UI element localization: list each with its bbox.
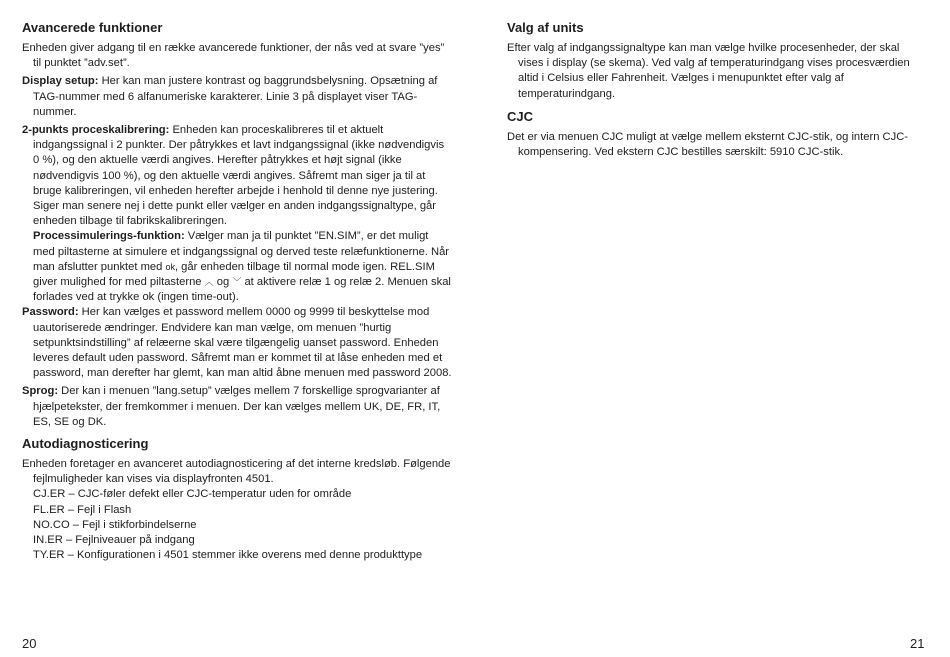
calibration-paragraph — [22, 123, 452, 229]
autodiagnostics-heading: Autodiagnosticering — [22, 436, 149, 452]
page-number-left: 20 — [22, 636, 37, 651]
cjc-heading: CJC — [507, 108, 534, 124]
simulation-label: Processimulerings-funktion: — [33, 230, 185, 243]
arrow-down-icon: ﹀ — [232, 277, 242, 288]
simulation-text-4: at aktivere relæ 1 og relæ 2. Menuen skal forlades ved at trykke ok (ingen time-out). — [33, 276, 451, 304]
display-setup-paragraph — [22, 74, 452, 120]
diagnostics-intro: Enheden foretager en avanceret autodiagnosticering af det interne kredsløb. Følgende fejlmuligheder kan vises via displayfronten 4501. — [22, 458, 451, 486]
left-page — [22, 19, 452, 564]
intro-paragraph: Enheden giver adgang til en række avancerede funktioner, der nås ved at svare ”yes” til punktet ”adv.set”. — [22, 42, 445, 70]
calibration-label: 2-punkts proceskalibrering: — [22, 124, 170, 137]
list-item: NO.CO – Fejl i stikforbindelserne — [33, 518, 197, 531]
simulation-text-2: , går enheden tilbage til normal mode igen. REL.SIM giver mulighed for med piltasterne — [33, 260, 435, 289]
units-paragraph: Efter valg af indgangssignaltype kan man vælge hvilke procesenheder, der skal vises i display (se skema). Ved valg af temperaturindgang vises procesværdien altid i Celsius eller Fahrenheit. Vælges i menupunktet efter valg af temperaturindgang. — [507, 42, 910, 100]
list-item: CJ.ER – CJC-føler defekt eller CJC-temperatur uden for område — [33, 488, 352, 501]
calibration-text: Enheden kan proceskalibreres til et aktuelt indgangssignal i 2 punkter. Der påtrykkes et lavt indgangssignal (ikke nødvendigvis 0 %), og den aktuelle værdi angives. Herefter påtrykkes et højt signal (ikke nødvendigvis 100 %), og den aktuelle værdi angives. Såfremt man siger ja til at bruge kalibreringen, vil enheden herefter arbejde i henhold til denne nye justering. Siger man senere nej i dette punkt eller vælger en anden indgangssignaltype, går enheden tilbage til fabrikskalibreringen. — [33, 124, 445, 228]
simulation-text-3: og — [213, 276, 233, 289]
list-item: IN.ER – Fejlniveauer på indgang — [33, 534, 195, 547]
display-setup-label: Display setup: — [22, 75, 99, 88]
ok-key-icon: ok — [165, 261, 175, 272]
error-list — [22, 487, 452, 563]
password-paragraph — [22, 305, 452, 381]
units-heading: Valg af units — [507, 20, 584, 35]
language-text: Der kan i menuen ”lang.setup” vælges mellem 7 forskellige sprogvarianter af hjælpetekster, der fremkommer i menuen. Der kan vælges mellem UK, DE, FR, IT, ES, SE og DK. — [33, 385, 441, 428]
right-page — [507, 19, 919, 160]
language-paragraph — [22, 384, 452, 430]
display-setup-text: Her kan man justere kontrast og baggrundsbelysning. Opsætning af TAG-nummer med 6 alfanumeriske karakterer. Linie 3 på displayet viser TAG-nummer. — [33, 75, 438, 118]
cjc-paragraph: Det er via menuen CJC muligt at vælge mellem eksternt CJC-stik, og intern CJC-kompensering. Ved ekstern CJC bestilles særskilt: 5910 CJC-stik. — [507, 130, 909, 159]
password-label: Password: — [22, 306, 79, 319]
list-item: FL.ER – Fejl i Flash — [33, 503, 132, 516]
password-text: Her kan vælges et password mellem 0000 og 9999 til beskyttelse mod uautoriserede ændringer. Endvidere kan man vælge, om menuen ”hurtig setpunktsindstilling” af relæerne skal være tilgængelig uanset password. Enheden leveres default uden password. Såfremt man er kommet til at låse enheden med et password, man derefter har glemt, kan man altid åbne menuen med password 2008. — [33, 306, 452, 380]
arrow-up-icon: ︿ — [204, 277, 214, 288]
advanced-functions-heading: Avancerede funktioner — [22, 20, 163, 35]
page-number-right: 21 — [910, 636, 925, 651]
language-label: Sprog: — [22, 385, 59, 398]
simulation-paragraph — [22, 229, 452, 305]
simulation-text-1: Vælger man ja til punktet ”EN.SIM”, er det muligt med piltasterne at simulere et indgangssignal og derved teste relæfunktionerne. Når man afslutter punktet med — [33, 230, 450, 273]
list-item: TY.ER – Konfigurationen i 4501 stemmer ikke overens med denne produkttype — [33, 549, 423, 562]
